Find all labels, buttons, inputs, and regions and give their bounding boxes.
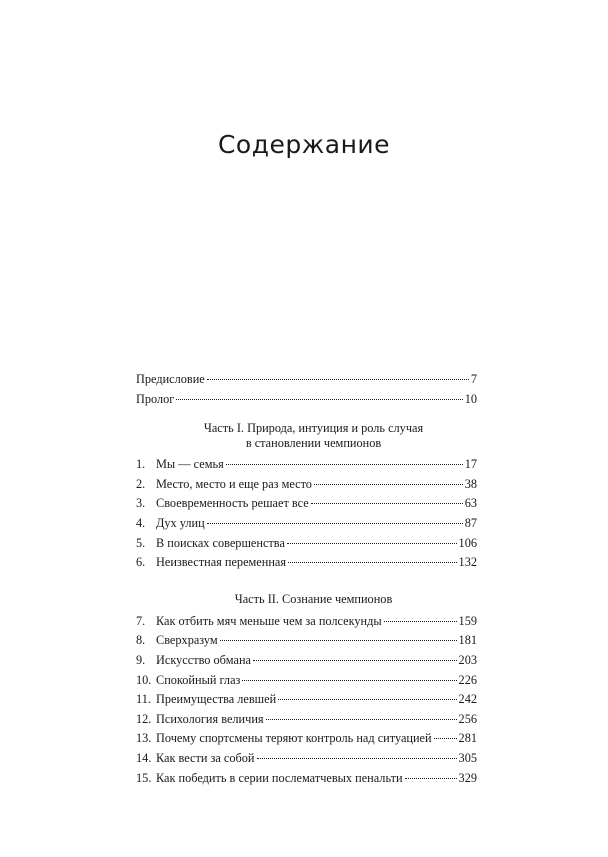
- toc-entry-page: 63: [464, 496, 477, 511]
- chapter-number: 3.: [136, 496, 146, 511]
- dot-leader: [176, 399, 462, 400]
- part-2-heading: [136, 592, 477, 607]
- toc-entry-title: Мы — семья: [156, 457, 224, 472]
- toc-entry-chapter[interactable]: [136, 749, 477, 769]
- part-1-heading: [136, 421, 477, 451]
- dot-leader: [278, 699, 456, 700]
- toc-entry-page: 181: [458, 633, 477, 648]
- toc-entry-title: Спокойный глаз: [156, 672, 241, 687]
- toc-entry-chapter[interactable]: [136, 475, 477, 495]
- chapter-number: 12.: [136, 711, 152, 726]
- toc-entry-chapter[interactable]: [136, 455, 477, 475]
- toc-entry-preface[interactable]: [136, 370, 477, 390]
- toc-entry-chapter[interactable]: [136, 729, 477, 749]
- toc-entry-chapter[interactable]: [136, 553, 477, 573]
- toc-entry-title: Психология величия: [156, 711, 264, 726]
- chapter-number: 13.: [136, 731, 152, 746]
- chapter-number: 4.: [136, 515, 146, 530]
- toc-entry-title: Как победить в серии послематчевых пенальти: [156, 770, 403, 785]
- chapter-number: 9.: [136, 652, 146, 667]
- toc-entry-title: Как отбить мяч меньше чем за полсекунды: [156, 613, 382, 628]
- dot-leader: [311, 503, 463, 504]
- toc-entry-page: 329: [458, 770, 477, 785]
- toc-entry-page: 242: [458, 692, 477, 707]
- toc-entry-page: 38: [464, 476, 477, 491]
- toc-entry-title: Как вести за собой: [156, 750, 255, 765]
- dot-leader: [434, 738, 457, 739]
- toc-entry-chapter[interactable]: [136, 631, 477, 651]
- chapter-number: 7.: [136, 613, 146, 628]
- toc-entry-chapter[interactable]: [136, 534, 477, 554]
- toc-entry-page: 203: [458, 652, 477, 667]
- toc-entry-title: Почему спортсмены теряют контроль над ситуацией: [156, 731, 432, 746]
- toc-entry-page: 226: [458, 672, 477, 687]
- toc-entry-title: Неизвестная переменная: [156, 555, 287, 570]
- dot-leader: [220, 640, 457, 641]
- toc-entry-chapter[interactable]: [136, 514, 477, 534]
- toc-entry-title: Дух улиц: [156, 515, 205, 530]
- page-title: Содержание: [217, 130, 391, 159]
- dot-leader: [207, 523, 463, 524]
- toc-entry-chapter[interactable]: [136, 769, 477, 789]
- toc-entry-page: 10: [464, 391, 477, 406]
- dot-leader: [287, 543, 457, 544]
- toc-entry-page: 305: [458, 750, 477, 765]
- toc-entry-title: В поисках совершенства: [156, 535, 285, 550]
- part-heading-line: Часть I. Природа, интуиция и роль случая: [203, 421, 424, 436]
- dot-leader: [266, 719, 457, 720]
- toc-entry-title: Место, место и еще раз место: [156, 476, 312, 491]
- dot-leader: [257, 758, 457, 759]
- toc-entry-page: 132: [458, 555, 477, 570]
- chapter-number: 11.: [136, 692, 151, 707]
- toc-entry-page: 106: [458, 535, 477, 550]
- dot-leader: [384, 621, 457, 622]
- toc-entry-page: 17: [464, 457, 477, 472]
- dot-leader: [242, 680, 456, 681]
- dot-leader: [314, 484, 463, 485]
- toc-entry-chapter[interactable]: [136, 651, 477, 671]
- chapter-number: 8.: [136, 633, 146, 648]
- chapter-number: 6.: [136, 555, 146, 570]
- toc-entry-prologue[interactable]: [136, 390, 477, 410]
- dot-leader: [207, 379, 469, 380]
- toc-entry-chapter[interactable]: [136, 690, 477, 710]
- part-heading-line: Часть II. Сознание чемпионов: [234, 591, 393, 606]
- toc-entry-title: Преимущества левшей: [156, 692, 277, 707]
- toc-entry-chapter[interactable]: [136, 671, 477, 691]
- chapter-number: 14.: [136, 750, 152, 765]
- toc-entry-page: 87: [464, 515, 477, 530]
- toc-entry-page: 256: [458, 711, 477, 726]
- toc-entry-chapter[interactable]: [136, 612, 477, 632]
- chapter-number: 1.: [136, 457, 146, 472]
- toc-entry-chapter[interactable]: [136, 710, 477, 730]
- toc-entry-page: 281: [458, 731, 477, 746]
- chapter-number: 5.: [136, 535, 146, 550]
- chapter-number: 10.: [136, 672, 152, 687]
- toc-entry-chapter[interactable]: [136, 494, 477, 514]
- chapter-number: 2.: [136, 476, 146, 491]
- toc-entry-page: 7: [470, 372, 477, 386]
- toc-entry-title: Искусство обмана: [156, 652, 252, 667]
- dot-leader: [288, 562, 457, 563]
- dot-leader: [405, 778, 457, 779]
- dot-leader: [253, 660, 457, 661]
- table-of-contents: [136, 370, 477, 788]
- toc-entry-title: Предисловие: [136, 372, 205, 386]
- part-heading-line: в становлении чемпионов: [245, 436, 382, 451]
- chapter-number: 15.: [136, 770, 152, 785]
- toc-entry-title: Пролог: [136, 391, 175, 406]
- toc-entry-title: Сверхразум: [156, 633, 218, 648]
- toc-entry-page: 159: [458, 613, 477, 628]
- dot-leader: [226, 464, 463, 465]
- toc-entry-title: Своевременность решает все: [156, 496, 309, 511]
